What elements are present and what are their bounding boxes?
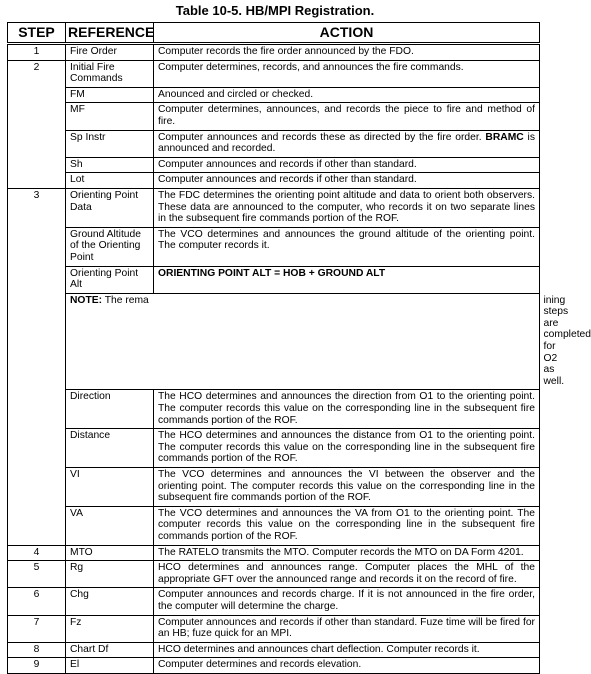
action-cell: HCO determines and announces range. Computer places the MHL of the appropriate GFT over the announced range and records it on the record of fire. xyxy=(154,561,540,588)
action-cell: Computer announces and records if other than standard. xyxy=(154,173,540,189)
action-text: Computer announces and records these as directed by the fire order. xyxy=(158,131,482,143)
reference-cell: Distance xyxy=(66,429,154,468)
table-row xyxy=(8,468,540,507)
reference-cell: VI xyxy=(66,468,154,507)
action-cell: The HCO determines and announces the distance from O1 to the orienting point. The computer records this value on the corresponding line in the subsequent fire commands portion of the ROF. xyxy=(154,429,540,468)
header-row xyxy=(8,23,540,44)
reference-cell: Chg xyxy=(66,588,154,615)
note-label: NOTE: xyxy=(70,294,103,306)
table-row xyxy=(8,545,540,561)
table-row xyxy=(8,44,540,61)
step-cell: 2 xyxy=(8,60,66,188)
table-row xyxy=(8,390,540,429)
table-row xyxy=(8,103,540,130)
note-row: NOTE: The rema ining steps are completed for O2 as well. xyxy=(8,293,540,390)
table-row xyxy=(8,130,540,157)
action-cell: The VCO determines and announces the ground altitude of the orienting point. The computer records it. xyxy=(154,227,540,266)
reference-cell: Orienting Point Data xyxy=(66,188,154,227)
table-caption: Table 10-5. HB/MPI Registration. xyxy=(175,3,375,18)
step-cell: 6 xyxy=(8,588,66,615)
action-tail: is announced and recorded. xyxy=(158,131,535,155)
reference-cell: El xyxy=(66,658,154,674)
action-cell: The HCO determines and announces the direction from O1 to the orienting point. The computer records this value on the corresponding line in the subsequent fire commands portion of the ROF. xyxy=(154,390,540,429)
action-cell: Computer determines, records, and announces the fire commands. xyxy=(154,60,540,87)
step-cell: 1 xyxy=(8,44,66,61)
reference-cell: Direction xyxy=(66,390,154,429)
table-row xyxy=(8,429,540,468)
table-row xyxy=(8,561,540,588)
action-cell: Computer determines, announces, and records the piece to fire and method of fire. xyxy=(154,103,540,130)
action-cell: The RATELO transmits the MTO. Computer records the MTO on DA Form 4201. xyxy=(154,545,540,561)
header-step: STEP xyxy=(8,23,66,44)
table-row xyxy=(8,658,540,674)
table-row xyxy=(8,157,540,173)
reference-cell: Fire Order xyxy=(66,44,154,61)
reference-cell: Sp Instr xyxy=(66,130,154,157)
reference-cell: Ground Altitude of the Orienting Point xyxy=(66,227,154,266)
reference-cell: Lot xyxy=(66,173,154,189)
action-cell xyxy=(154,130,540,157)
table-row xyxy=(8,188,540,227)
action-cell: Computer announces and records if other than standard. Fuze time will be fired for an HB; fuze quick for an MPI. xyxy=(154,615,540,642)
step-cell: 9 xyxy=(8,658,66,674)
step-cell: 5 xyxy=(8,561,66,588)
action-cell: The FDC determines the orienting point altitude and data to orient both observers. These data are announced to the computer, who records it on two separate lines in the subsequent fire commands portion of the ROF. xyxy=(154,188,540,227)
action-cell: HCO determines and announces chart deflection. Computer records it. xyxy=(154,642,540,658)
table-row xyxy=(8,60,540,87)
table-row xyxy=(8,227,540,266)
step-cell: 7 xyxy=(8,615,66,642)
reference-cell: VA xyxy=(66,506,154,545)
step-cell: 3 xyxy=(8,188,66,545)
note-cell xyxy=(66,293,540,390)
note-text-start: The rema xyxy=(102,294,149,306)
reference-cell: Initial Fire Commands xyxy=(66,60,154,87)
table-row xyxy=(8,588,540,615)
reference-cell: MTO xyxy=(66,545,154,561)
header-reference: REFERENCE xyxy=(66,23,154,44)
reference-cell: Fz xyxy=(66,615,154,642)
action-cell: The VCO determines and announces the VA from O1 to the orienting point. The computer records this value on the corresponding line in the subsequent fire commands portion of the ROF. xyxy=(154,506,540,545)
table-row xyxy=(8,642,540,658)
table-row xyxy=(8,87,540,103)
table-row xyxy=(8,173,540,189)
registration-table xyxy=(7,22,591,674)
reference-cell: Sh xyxy=(66,157,154,173)
action-cell: Computer announces and records if other than standard. xyxy=(154,157,540,173)
reference-cell: Chart Df xyxy=(66,642,154,658)
table-row xyxy=(8,266,540,293)
table-row xyxy=(8,506,540,545)
action-cell: The VCO determines and announces the VI between the observer and the orienting point. The computer records this value on the corresponding line in the subsequent fire commands portion of the ROF. xyxy=(154,468,540,507)
formula-cell: ORIENTING POINT ALT = HOB + GROUND ALT xyxy=(154,266,540,293)
action-cell: Anounced and circled or checked. xyxy=(154,87,540,103)
action-cell: Computer announces and records charge. If it is not announced in the fire order, the computer will determine the charge. xyxy=(154,588,540,615)
reference-cell: Rg xyxy=(66,561,154,588)
action-cell: Computer determines and records elevation. xyxy=(154,658,540,674)
step-cell: 8 xyxy=(8,642,66,658)
step-cell: 4 xyxy=(8,545,66,561)
bramc-term: BRAMC xyxy=(485,131,524,143)
header-action: ACTION xyxy=(154,23,540,44)
table-row xyxy=(8,615,540,642)
reference-cell: Orienting Point Alt xyxy=(66,266,154,293)
reference-cell: FM xyxy=(66,87,154,103)
action-cell: Computer records the fire order announced by the FDO. xyxy=(154,44,540,61)
reference-cell: MF xyxy=(66,103,154,130)
